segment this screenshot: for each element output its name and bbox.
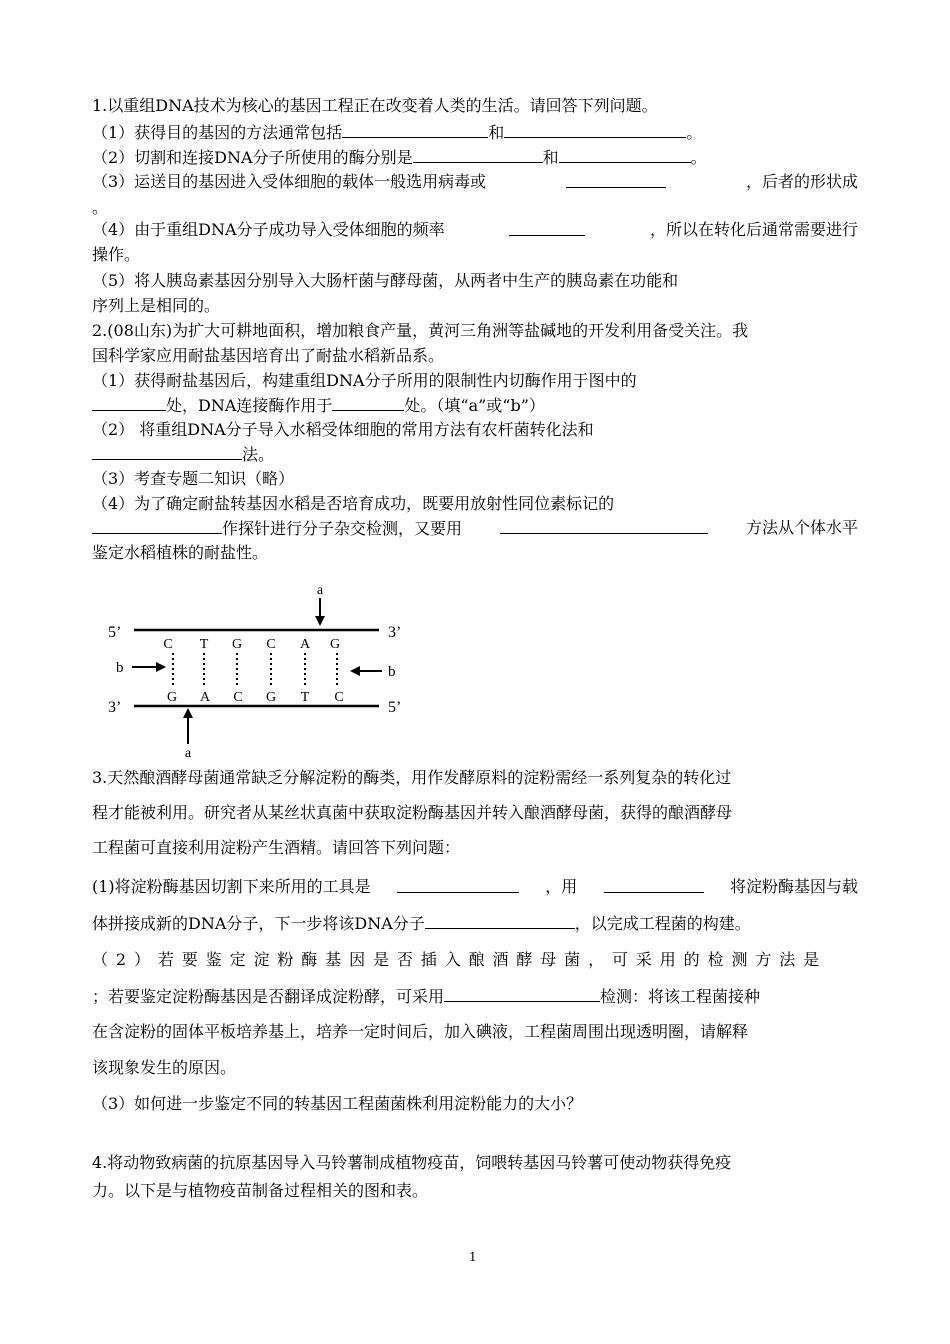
q3-part2-cont2: 在含淀粉的固体平板培养基上，培养一定时间后，加入碘液，工程菌周围出现透明圈，请解释: [92, 1022, 749, 1041]
top-base: T: [199, 637, 209, 652]
q1-part4-text: （4）由于重组DNA分子成功导入受体细胞的频率: [92, 220, 445, 239]
q1-part1-and: 和: [488, 123, 505, 142]
answer-blank[interactable]: [425, 913, 575, 929]
answer-blank[interactable]: [444, 986, 600, 1002]
answer-blank[interactable]: [604, 877, 704, 893]
bottom-base: G: [265, 690, 277, 705]
q1-part3-end: 。: [92, 198, 109, 217]
q1-part5-end: 序列上是相同的。: [92, 296, 221, 315]
q1-part2-end: 。: [690, 148, 707, 167]
top-base: G: [231, 637, 243, 652]
q4-title: 4.将动物致病菌的抗原基因导入马铃薯制成植物疫苗，饲喂转基因马铃薯可使动物获得免疫: [92, 1153, 732, 1172]
top-base: C: [266, 637, 276, 652]
q3-part1-use: ，用: [545, 877, 578, 896]
q1-title: 1.以重组DNA技术为核心的基因工程正在改变着人类的生活。请回答下列问题。: [92, 96, 658, 115]
arrow-down-icon: [315, 616, 325, 626]
q1-part3-tail: ，后者的形状成: [745, 172, 858, 191]
arrow-a-top-label: a: [316, 583, 324, 598]
q1-part4-end: 操作。: [92, 245, 141, 264]
q2-title: 2.(08山东)为扩大可耕地面积，增加粮食产量，黄河三角洲等盐碱地的开发利用备受关注。我: [92, 321, 749, 340]
q1-part4-tail: ，所以在转化后通常需要进行: [649, 220, 858, 239]
q1-part2-and: 和: [542, 148, 559, 167]
top-right-end-label: 3’: [388, 624, 402, 641]
dna-restriction-diagram: [92, 578, 422, 758]
answer-blank[interactable]: [509, 220, 585, 236]
q1-part1: [92, 122, 702, 143]
q3-part2-end: 该现象发生的原因。: [92, 1058, 237, 1077]
q3-title-cont1: 程才能被利用。研究者从某丝状真菌中获取淀粉酶基因并转入酿酒酵母菌，获得的酿酒酵母: [92, 803, 733, 822]
q3-part1-text: (1)将淀粉酶基因切割下来所用的工具是: [92, 877, 371, 896]
q3-part1-cont: [92, 913, 751, 934]
q1-part4: [92, 220, 858, 240]
q3-part2-cont: [92, 986, 760, 1007]
q2-part4-tail: 方法从个体水平: [745, 518, 858, 537]
bottom-base: C: [233, 690, 243, 705]
bottom-left-end-label: 3’: [108, 699, 122, 716]
top-base: A: [299, 637, 311, 652]
q3-part2-tail: 检测：将该工程菌接种: [600, 987, 761, 1006]
bottom-right-end-label: 5’: [388, 699, 402, 716]
q1-part2: [92, 147, 707, 168]
top-base: C: [163, 637, 173, 652]
answer-blank[interactable]: [92, 395, 166, 411]
q2-part2-end: 法。: [242, 445, 275, 464]
q2-part3: （3）考查专题二知识（略）: [92, 469, 295, 488]
q1-part1-text: （1）获得目的基因的方法通常包括: [92, 123, 343, 142]
answer-blank[interactable]: [92, 518, 222, 534]
top-left-end-label: 5’: [108, 624, 122, 641]
answer-blank[interactable]: [559, 147, 691, 163]
q2-part1-end: 处。（填“a”或“b”）: [404, 396, 545, 415]
bottom-base: C: [334, 690, 344, 705]
q2-part4-end: 鉴定水稻植株的耐盐性。: [92, 543, 269, 562]
answer-blank[interactable]: [342, 122, 488, 138]
bottom-base: T: [300, 690, 310, 705]
q2-part4-cont: [92, 518, 858, 539]
q2-part2: （2） 将重组DNA分子导入水稻受体细胞的常用方法有农杆菌转化法和: [92, 420, 594, 439]
answer-blank[interactable]: [332, 395, 404, 411]
q3-part2: （2）若要鉴定淀粉酶基因是否插入酿酒酵母菌，可采用的检测方法是: [92, 950, 828, 969]
answer-blank[interactable]: [566, 172, 666, 188]
q3-title: 3.天然酿酒酵母菌通常缺乏分解淀粉的酶类，用作发酵原料的淀粉需经一系列复杂的转化过: [92, 768, 732, 787]
arrow-b-left-label: b: [116, 660, 124, 676]
answer-blank[interactable]: [397, 877, 519, 893]
q2-part4: （4）为了确定耐盐转基因水稻是否培育成功，既要用放射性同位素标记的: [92, 494, 615, 513]
q2-title-cont: 国科学家应用耐盐基因培育出了耐盐水稻新品系。: [92, 346, 445, 365]
q1-part1-end: 。: [686, 123, 703, 142]
bottom-base: A: [199, 690, 211, 705]
arrow-left-icon: [350, 666, 360, 676]
arrow-right-icon: [156, 662, 166, 672]
q2-part4-mid: 作探针进行分子杂交检测，又要用: [222, 519, 463, 538]
page-number: 1: [469, 1250, 477, 1264]
q3-title-cont2: 工程菌可直接利用淀粉产生酒精。请回答下列问题：: [92, 838, 461, 857]
q3-part1-tail: 将淀粉酶基因与载: [729, 877, 858, 896]
q3-part1: [92, 877, 858, 897]
bottom-base: G: [166, 690, 178, 705]
top-base: G: [329, 637, 341, 652]
q3-part3: （3）如何进一步鉴定不同的转基因工程菌菌株利用淀粉能力的大小？: [92, 1094, 583, 1113]
q3-part1-end: ，以完成工程菌的构建。: [574, 914, 751, 933]
q1-part5: （5）将人胰岛素基因分别导入大肠杆菌与酵母菌，从两者中生产的胰岛素在功能和: [92, 271, 679, 290]
q3-part2-mid: ；若要鉴定淀粉酶基因是否翻译成淀粉酵，可采用: [92, 987, 445, 1006]
q2-part2-cont: [92, 444, 274, 465]
arrow-up-icon: [183, 708, 193, 718]
q3-part1-mid: 体拼接成新的DNA分子，下一步将该DNA分子: [92, 914, 425, 933]
answer-blank[interactable]: [500, 518, 708, 534]
q2-part1-mid: 处，DNA连接酶作用于: [166, 396, 333, 415]
q1-part3-text: （3）运送目的基因进入受体细胞的载体一般选用病毒或: [92, 172, 487, 191]
q1-part3: [92, 172, 858, 192]
q1-part2-text: （2）切割和连接DNA分子所使用的酶分别是: [92, 148, 413, 167]
answer-blank[interactable]: [504, 122, 686, 138]
hydrogen-bonds: [173, 653, 337, 688]
q2-part1: （1）获得耐盐基因后，构建重组DNA分子所用的限制性内切酶作用于图中的: [92, 371, 637, 390]
answer-blank[interactable]: [413, 147, 543, 163]
arrow-a-bottom-label: a: [184, 746, 192, 758]
q4-title-cont: 力。以下是与植物疫苗制备过程相关的图和表。: [92, 1181, 429, 1200]
answer-blank[interactable]: [92, 444, 242, 460]
q2-part1-cont: [92, 395, 545, 416]
arrow-b-right-label: b: [388, 664, 396, 680]
